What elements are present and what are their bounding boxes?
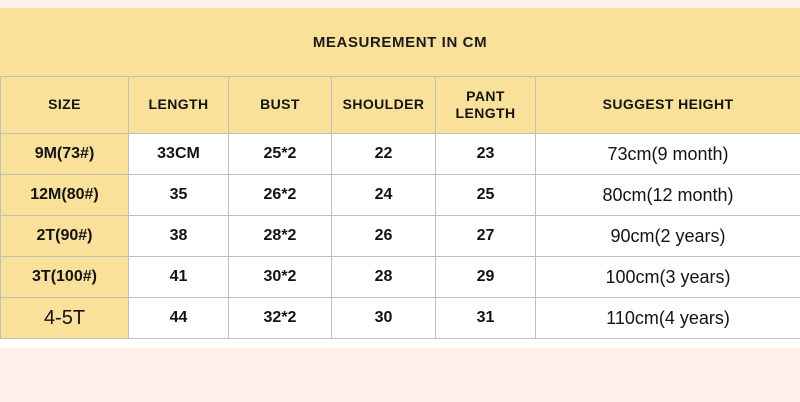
cell-bust: 26*2 [229,175,332,216]
cell-size: 9M(73#) [1,134,129,175]
cell-size: 4-5T [1,298,129,339]
cell-shoulder: 24 [332,175,436,216]
size-chart-sheet [0,8,800,348]
column-header-pant-length [436,77,536,134]
cell-size: 3T(100#) [1,257,129,298]
cell-pant-length: 25 [436,175,536,216]
chart-title-bar [0,8,800,76]
cell-suggest-height: 80cm(12 month) [536,175,800,216]
cell-shoulder: 28 [332,257,436,298]
cell-shoulder: 30 [332,298,436,339]
table-row [1,257,800,298]
cell-shoulder: 22 [332,134,436,175]
cell-pant-length: 31 [436,298,536,339]
table-row [1,216,800,257]
cell-bust: 25*2 [229,134,332,175]
cell-size: 12M(80#) [1,175,129,216]
page-top-margin [0,0,800,8]
table-row [1,298,800,339]
column-header-length: LENGTH [129,77,229,134]
column-header-shoulder: SHOULDER [332,77,436,134]
cell-length: 35 [129,175,229,216]
cell-pant-length: 23 [436,134,536,175]
column-header-bust: BUST [229,77,332,134]
cell-bust: 32*2 [229,298,332,339]
cell-length: 33CM [129,134,229,175]
table-header-row [1,77,800,134]
cell-suggest-height: 90cm(2 years) [536,216,800,257]
table-row [1,134,800,175]
cell-pant-length: 29 [436,257,536,298]
table-row [1,175,800,216]
cell-suggest-height: 110cm(4 years) [536,298,800,339]
page-title: MEASUREMENT IN CM [312,33,488,51]
table-body [1,134,800,339]
cell-length: 38 [129,216,229,257]
cell-pant-length: 27 [436,216,536,257]
table-header [1,77,800,134]
pant-length-line-1: PANT [466,87,505,104]
cell-length: 44 [129,298,229,339]
cell-length: 41 [129,257,229,298]
page-bottom-margin [0,348,800,402]
cell-suggest-height: 100cm(3 years) [536,257,800,298]
size-chart-table [0,76,800,339]
cell-bust: 28*2 [229,216,332,257]
column-header-suggest-height: SUGGEST HEIGHT [536,77,800,134]
cell-size: 2T(90#) [1,216,129,257]
column-header-size: SIZE [1,77,129,134]
cell-shoulder: 26 [332,216,436,257]
pant-length-line-2: LENGTH [455,105,516,121]
cell-suggest-height: 73cm(9 month) [536,134,800,175]
cell-bust: 30*2 [229,257,332,298]
